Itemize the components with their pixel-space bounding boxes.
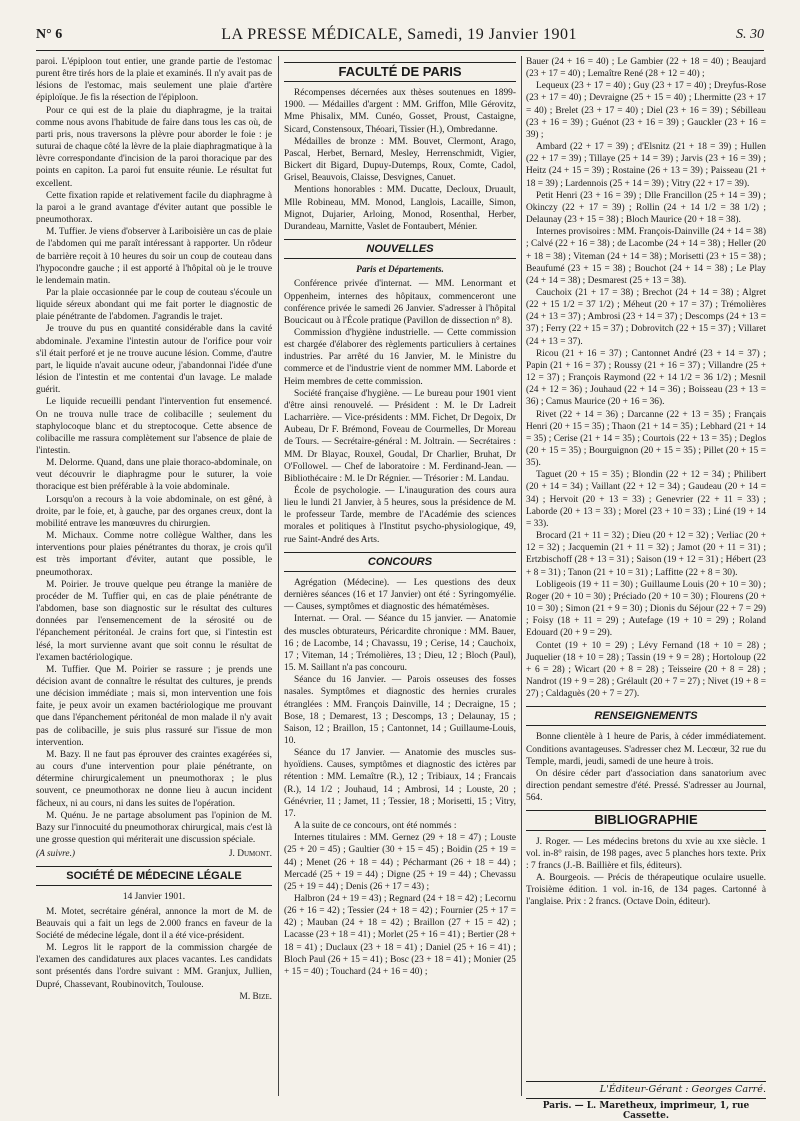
paragraph: École de psychologie. — L'inauguration des cours aura lieu le lundi 21 Janvier, à 5 heures, sous la présidence de M. le professeur Tarde, membre de l'Académie des sciences morales et politiques à l'Institut psycho-physiologique, 49, rue Saint-André des Arts. [284,486,516,545]
paragraph: Récompenses décernées aux thèses soutenues en 1899-1900. — Médailles d'argent : MM. Griffon, Mlle Gérovitz, Mme Phisalix, MM. Cunéo, Gosset, Proust, Castaigne, Sicard, Constensoux, Théoari, Tissier (H.), Ombredanne. [284,88,516,135]
issue-number: N° 6 [36,27,63,42]
paragraph: Brocard (21 + 11 = 32) ; Dieu (20 + 12 = 32) ; Verliac (20 + 12 = 32) ; Jacquemin (21 + 11 = 32) ; Jamot (20 + 11 = 31) ; Ertzbischoff (28 + 13 = 31) ; Saison (19 + 12 = 31) ; Hébert (23 + 8 = 31) ; Tanon (21 + 10 = 31) ; Laffitte (22 + 8 = 30). [526,531,766,578]
section-title-nouvelles: NOUVELLES [284,239,516,259]
paragraph: Bauer (24 + 16 = 40) ; Le Gambier (22 + 18 = 40) ; Beaujard (23 + 17 = 40) ; Lemaître René (28 + 12 = 40) ; [526,57,766,80]
paragraph: Séance du 16 Janvier. — Parois osseuses des fosses nasales. Symptômes et diagnostic des hernies crurales étranglées : MM. François Dainville, 14 ; Decraigne, 15 ; Bose, 18 ; Demarest, 13 ; Descomps, 13 ; Delaunay, 15 ; Saison, 12 ; Braillon, 15 ; Cantonnet, 14 ; Guillaume-Louis, 10. [284,675,516,746]
masthead-title: LA PRESSE MÉDICALE, Samedi, 19 Janvier 1901 [221,26,577,43]
paragraph: Rivet (22 + 14 = 36) ; Darcanne (22 + 13 = 35) ; Français Henri (20 + 15 = 35) ; Thaon (21 + 14 = 35) ; Lebhard (21 + 14 = 35) ; Cerise (21 + 14 = 35) ; Courtois (22 + 13 = 35) ; Deglos (20 + 15 = 35) ; Bourguignon (20 + 15 = 35) ; Pillet (20 + 15 = 35). [526,409,766,469]
paragraph: Taguet (20 + 15 = 35) ; Blondin (22 + 12 = 34) ; Philibert (20 + 14 = 34) ; Vaillant (22 + 12 = 34) ; Gaudeau (20 + 14 = 34) ; Hervoit (20 + 13 = 33) ; Genevrier (22 + 11 = 33) ; Laborde (20 + 13 = 33) ; Morel (23 + 10 = 33) ; Liné (19 + 14 = 33). [526,470,766,529]
paragraph: Agrégation (Médecine). — Les questions des deux dernières séances (16 et 17 Janvier) ont été : Syringomyélie. — Causes, symptômes et diagnostic des hématémèses. [284,577,516,613]
paragraph: Internat. — Oral. — Séance du 15 janvier. — Anatomie des muscles obturateurs, Péricardite chronique : MM. Bauer, 16 ; de Lacombe, 14 ; Chavassu, 19 ; Cerise, 14 ; Cauchoix, 17 ; Viteman, 14 ; Trémolières, 13 ; Dieu, 12 ; Bloch (Paul), 15. M. Saillant n'a pas concouru. [284,614,516,674]
paragraph: Pour ce qui est de la plaie du diaphragme, je la traitai comme nous avons l'habitude de faire dans tous les cas où, de parti pris, nous traversons la plèvre pour aborder le foie : je suturai de chaque côté la lèvre de la plaie diaphragmatique à la lèvre correspondante d'incision de la paroi thoracique par des points en capiton. La paroi fut ensuite réunie. Le résultat fut excellent. [36,105,272,189]
column-3 [526,56,766,908]
paragraph: A. Bourgeois. — Précis de thérapeutique oculaire usuelle. Troisième édition. 1 vol. in-16, de 134 pages. Cartonné à l'anglaise. Prix : 2 francs. (Octave Doin, éditeur). [526,873,766,908]
page-header [36,22,764,48]
paragraph: M. Poirier. Je trouve quelque peu étrange la manière de procéder de M. Tuffier qui, en cas de plaie pénétrante de l'abdomen, base son diagnostic sur le résultat des cultures données par l'ensemencement de la sérosité ou de l'épanchement péritonéal. Je crains fort que, si l'intestin est lésé, la mort survienne avant que soit connu le résultat de l'examen bactériologique. [36,579,272,663]
paragraph: Ricou (21 + 16 = 37) ; Cantonnet André (23 + 14 = 37) ; Papin (21 + 16 = 37) ; Roussy (21 + 16 = 37) ; Villandre (25 + 12 = 37) ; François Raymond (22 + 14 1/2 = 36 1/2) ; Mesnil (24 + 12 = 36) ; Jouhaud (22 + 14 = 36) ; Boisseau (23 + 13 = 36) ; Camus Maurice (20 + 16 = 36). [526,348,766,408]
paragraph: M. Delorme. Quand, dans une plaie thoraco-abdominale, on veut découvrir le diaphragme pour le suturer, la voie thoracique est bien préférable à la voie abdominale. [36,458,272,493]
paragraph: Bonne clientèle à 1 heure de Paris, à céder immédiatement. Conditions avantageuses. S'adresser chez M. Lecœur, 32 rue du Temple, mardi, jeudi, samedi de une heure à trois. [526,732,766,767]
paragraph: M. Tuffier. Je viens d'observer à Lariboisière un cas de plaie de l'abdomen qui me paraît intéressant à rapporter. Un rôdeur de barrière reçoit à 10 heures du soir un coup de couteau dans l'hypocondre gauche ; il est apporté à l'hôpital où je le trouve le lendemain matin. [36,227,272,286]
paragraph: Halbron (24 + 19 = 43) ; Regnard (24 + 18 = 42) ; Lecornu (26 + 16 = 42) ; Tessier (24 + 18 = 42) ; Fournier (25 + 17 = 42) ; Mauban (24 + 18 = 42) ; Braillon (27 + 15 = 42) ; Lacasse (23 + 18 = 41) ; Morlet (25 + 16 = 41) ; Bertier (28 + 18 = 41) ; Duclaux (23 + 18 = 41) ; Daniel (25 + 16 = 41) ; Bloch Paul (26 + 15 = 41) ; Bosc (23 + 18 = 41) ; Monier (25 + 15 = 40) ; Touchard (24 + 16 = 40) ; [284,894,516,977]
column-divider [521,56,522,1096]
author-signature: J. Dumont. [228,849,272,860]
column-1 [36,56,272,1003]
paragraph: On désire céder part d'association dans sanatorium avec direction pendant semestre d'été. Pressé. S'adresser au Journal, 564. [526,768,766,804]
paragraph: Cette fixation rapide et relativement facile du diaphragme à la paroi a le grand avantage d'éviter autant que possible le pneumothorax. [36,190,272,226]
paragraph: Commission d'hygiène industrielle. — Cette commission est chargée d'élaborer des règlements particuliers à certaines industries. Par arrêté du 16 Janvier, M. le Ministre du commerce et de l'industrie vient de nommer MM. Laborde et Heim membres de cette commission. [284,327,516,387]
paragraph: Mentions honorables : MM. Ducatte, Decloux, Druault, Mlle Robineau, MM. Monod, Langlois, Lacaille, Simon, Mignot, Dujarier, Arloing, Monod, Rosenthal, Herber, Durandeau, Marnitte, Vaslet de Fontaubert, Ménier. [284,185,516,232]
section-date: 14 Janvier 1901. [122,892,186,903]
paragraph: Conférence privée d'internat. — MM. Lenormant et Oppenheim, internes des hôpitaux, commenceront une conférence privée le samedi 26 Janvier. S'adresser à l'hôpital Boucicaut ou à l'École pratique (Pavillon de dissection n° 8). [284,279,516,326]
paragraph: Internes titulaires : MM. Gernez (29 + 18 = 47) ; Louste (25 + 20 = 45) ; Gaultier (30 + 15 = 45) ; Boidin (25 + 19 = 44) ; Menet (26 + 18 = 44) ; Pécharmant (26 + 18 = 44) ; Mercadé (25 + 19 = 44) ; Digne (25 + 19 = 44) ; Chevassu (25 + 19 = 44) ; Denis (26 + 17 = 43) ; [284,833,516,892]
section-title-concours: CONCOURS [284,552,516,572]
paragraph: Lorsqu'on a recours à la voie abdominale, on est gêné, à droite, par le foie, et, à gauche, par des organes creux, dont la mobilité entrave les manœuvres du chirurgien. [36,494,272,529]
page-number: S. 30 [736,27,764,42]
to-be-continued: (A suivre.) [36,849,76,860]
printer-line: Paris. — L. Maretheux, imprimeur, 1, rue Cassette. [526,1098,766,1121]
paragraph: Contet (19 + 10 = 29) ; Lévy Fernand (18 + 10 = 28) ; Juquelier (18 + 10 = 28) ; Tassin (19 + 9 = 28) ; Hortoloup (22 + 6 = 28) ; Wicart (20 + 8 = 28) ; Teisseire (20 + 8 = 28) ; Nandrot (19 + 9 = 28) ; Grélault (20 + 7 = 27) ; Nivet (19 + 8 = 27) ; Caldaguès (20 + 7 = 27). [526,640,766,700]
paragraph: Internes provisoires : MM. François-Dainville (24 + 14 = 38) ; Calvé (22 + 16 = 38) ; de Lacombe (24 + 14 = 38) ; Heller (20 + 18 = 38) ; Viteman (24 + 14 = 38) ; Morisetti (23 + 15 = 38) ; Beaufumé (23 + 15 = 38) ; Bouchot (24 + 14 = 38) ; Le Play (24 + 14 = 38) ; Desmarest (25 + 13 = 38). [526,227,766,286]
paragraph: M. Michaux. Comme notre collègue Walther, dans les interventions pour plaies pénétrantes du thorax, je crois qu'il est très important d'éviter, autant que possible, le pneumothorax. [36,531,272,578]
paragraph: A la suite de ce concours, ont été nommés : [294,821,457,832]
paragraph: M. Bazy. Il ne faut pas éprouver des craintes exagérées si, au cours d'une intervention pour plaie pénétrante, on détermine chirurgicalement un pneumothorax ; le plus souvent, ce pneumothorax ne donne lieu à aucun incident fâcheux, ni au cours, ni dans les suites de l'opération. [36,749,272,809]
paragraph: Le liquide recueilli pendant l'intervention fut ensemencé. On ne trouva nulle trace de colibacille ; seulement du staphylocoque blanc et du streptocoque. Cette absence de colibacille me rassura complètement sur l'absence de plaie de l'intestin. [36,397,272,456]
header-rule [36,50,764,51]
paragraph: Séance du 17 Janvier. — Anatomie des muscles sus-hyoïdiens. Causes, symptômes et diagnostic des ictères par rétention : MM. Lemaître (R.), 12 ; Tribiaux, 14 ; Francais (R.), 14 1/2 ; Jouhaud, 14 ; Ambrosi, 14 ; Louste, 20 ; Génévrier, 11 ; Jamet, 11 ; Tessier, 18 ; Morisetti, 15 ; Vitry, 17. [284,748,516,819]
paragraph: M. Quénu. Je ne partage absolument pas l'opinion de M. Bazy sur l'innocuité du pneumothorax chirurgical, mais c'est là une grosse question qui mériterait une discussion spéciale. [36,810,272,845]
author-signature: M. Bize. [239,991,272,1002]
section-title-bibliographie: BIBLIOGRAPHIE [526,810,766,830]
section-title-renseignements: RENSEIGNEMENTS [526,706,766,726]
paragraph: M. Legros lit le rapport de la commission chargée de l'examen des candidatures aux places vacantes. Les candidats sont présentés dans l'ordre suivant : MM. Granjux, Jullien, Dupré, Chassevant, Roubinovitch, Toulouse. [36,943,272,990]
paragraph: paroi. L'épiploon tout entier, une grande partie de l'estomac purent être tirés hors de la plaie et examinés. Il n'y avait pas de lésions de l'estomac, mais seulement une plaie d'artère épiploïque. Je fis la résection de l'épiploon. [36,57,272,104]
paragraph: Je trouve du pus en quantité considérable dans la cavité abdominale. J'examine l'intestin autour de l'orifice pour voir s'il était perforé et je ne trouve aucune lésion. Comme, d'autre part, le liquide n'avait aucune odeur, j'abandonnai l'idée d'une lésion de l'intestin et me contentai d'un lavage. Le malade guérit. [36,324,272,396]
paragraph: Lobligeois (19 + 11 = 30) ; Guillaume Louis (20 + 10 = 30) ; Roger (20 + 10 = 30) ; Préciado (20 + 10 = 30) ; Flourens (20 + 10 = 30) ; Simon (21 + 9 = 30) ; Dionis du Séjour (22 + 7 = 29) ; Foisy (18 + 11 = 29) ; Autefage (19 + 10 = 29) ; Roland Edouard (20 + 9 = 29). [526,579,766,639]
paragraph: Petit Henri (23 + 16 = 39) ; Dlle Francillon (25 + 14 = 39) ; Okinczy (22 + 17 = 39) ; Rollin (24 + 14 1/2 = 38 1/2) ; Delaunay (23 + 15 = 38) ; Bloch Maurice (20 + 18 = 38). [526,190,766,226]
paragraph: Médailles de bronze : MM. Bouvet, Clermont, Arago, Pascal, Herbet, Bernard, Mesley, Herrenschmidt, Vigier, Bickert dit Bigard, Dupuy-Dutemps, Roux, Comte, Cadol, Grisel, Beauvois, Claisse, Desvignes, Canuet. [284,136,516,184]
column-2 [284,56,516,978]
paragraph: Société française d'hygiène. — Le bureau pour 1901 vient d'être ainsi renouvelé. — Président : M. le Dr Ladreit Lacharrière. — Vice-présidents : MM. Fichet, Dr Degoix, Dr Aubeau, Dr F. Brémond, Foveau de Courmelles, Dr Moreau de Tours. — Secrétaire-général : M. Joltrain. — Secrétaires : MM. Dr Blayac, Rouxel, Goudal, Dr Charlier, Bruhat, Dr O'Followel. — Chef de laboratoire : M. Ferdinand-Jean. — Bibliothécaire : M. le Dr Régnier. — Trésorier : M. Landau. [284,388,516,484]
paragraph: J. Roger. — Les médecins bretons du xvie au xxe siècle. 1 vol. in-8° raisin, de 198 pages, avec 5 planches hors texte. Prix : 7 francs (J.-B. Baillière et fils, éditeurs). [526,836,766,871]
section-title-faculte: FACULTÉ DE PARIS [284,62,516,82]
paragraph: M. Motet, secrétaire général, annonce la mort de M. de Beauvais qui a fait un legs de 2.000 francs en faveur de la Société de médecine légale, dont il a été vice-président. [36,906,272,941]
column-divider [278,56,279,1096]
paragraph: Lequeux (23 + 17 = 40) ; Guy (23 + 17 = 40) ; Dreyfus-Rose (23 + 17 = 40) ; Devraigne (25 + 15 = 40) ; Lhermitte (23 + 17 = 40) ; Brelet (23 + 17 = 40) ; Diel (23 + 16 = 39) ; Sébilleau (23 + 16 = 39) ; Guénot (23 + 16 = 39) ; Gauckler (23 + 16 = 39) ; [526,81,766,140]
section-title-societe: SOCIÉTÉ DE MÉDECINE LÉGALE [36,866,272,886]
signature-line [36,848,272,860]
paragraph: M. Tuffier. Que M. Poirier se rassure ; je prends une décision avant de connaître le résultat des cultures, je prends une décision immédiate ; mais si, mon intervention une fois faite, je peux avoir un examen bactériologique me prouvant que dans l'épanchement péritonéal de mon malade il n'y avait pas de colibacille, je suis plus rassuré sur l'issue de mon intervention. [36,664,272,748]
paragraph: Cauchoix (21 + 17 = 38) ; Brechot (24 + 14 = 38) ; Algret (22 + 15 1/2 = 37 1/2) ; Méheut (20 + 17 = 37) ; Trémolières (24 + 13 = 37) ; Ambrosi (23 + 14 = 37) ; Descomps (24 + 13 = 37) ; Ferry (22 + 15 = 37) ; Dobrovitch (22 + 15 = 37) ; Villaret (24 + 13 = 37). [526,287,766,347]
paragraph: Par la plaie occasionnée par le coup de couteau s'écoule un liquide séreux abondant qui me fait porter le diagnostic de plaie pénétrante de l'abdomen. J'agrandis le trajet. [36,287,272,323]
paragraph: Ambard (22 + 17 = 39) ; d'Elsnitz (21 + 18 = 39) ; Hullen (22 + 17 = 39) ; Tillaye (25 + 14 = 39) ; Jarvis (23 + 16 = 39) ; Heitz (24 + 15 = 39) ; Rostaine (26 + 13 = 39) ; Paisseau (21 + 18 = 39) ; Lardennois (25 + 14 = 39) ; Vitry (22 + 17 = 39). [526,142,766,189]
editor-line: L'Éditeur-Gérant : Georges Carré. [526,1081,766,1095]
subsection-title: Paris et Départements. [356,265,444,276]
